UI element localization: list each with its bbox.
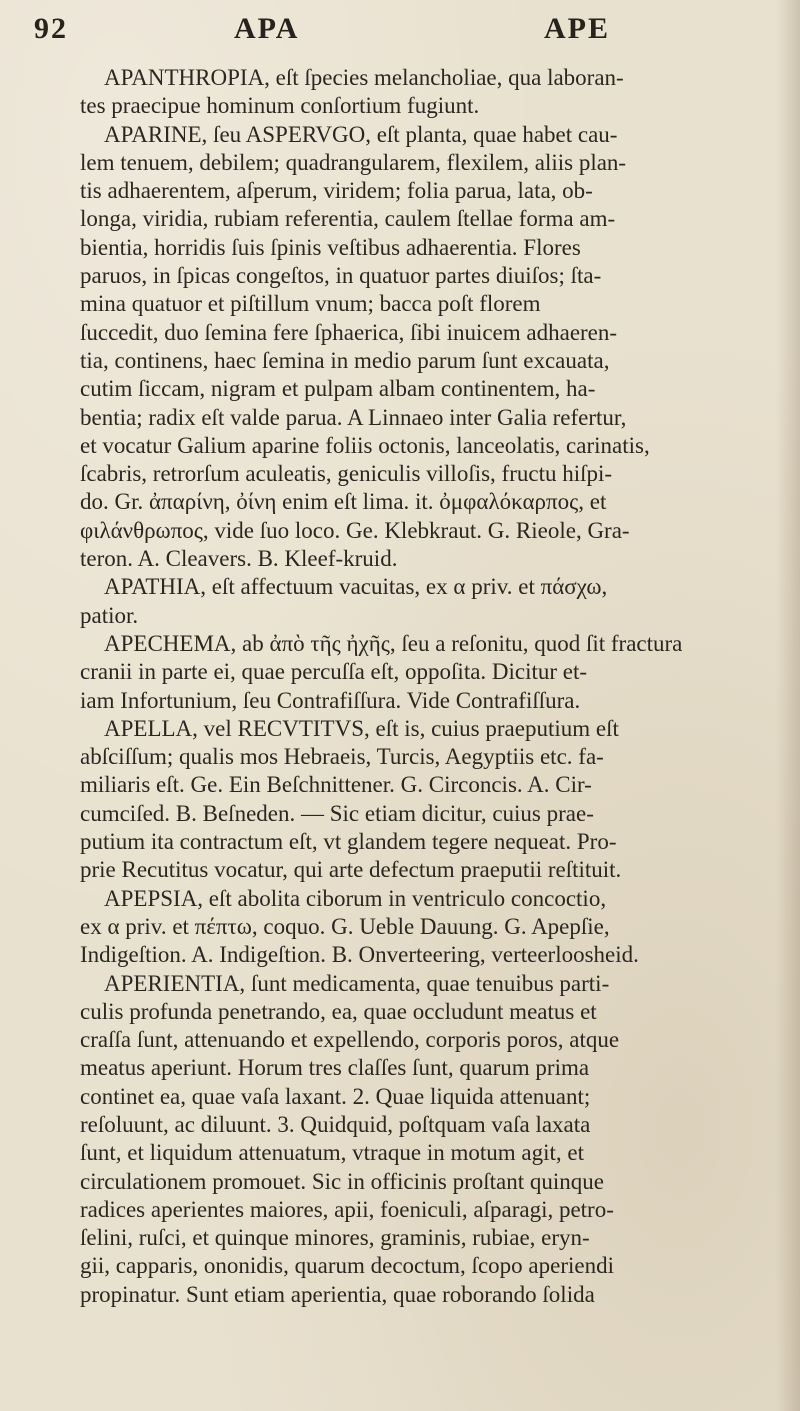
text-line: paruos, in ſpicas congeſtos, in quatuor partes diuiſos; ſta- xyxy=(80,263,602,289)
text-line: APANTHROPIA, eſt ſpecies melancholiae, qua laboran- xyxy=(104,65,624,90)
text-line: APARINE, ſeu ASPERVGO, eſt planta, quae habet cau- xyxy=(104,121,618,147)
text-line: APATHIA, eſt affectuum vacuitas, ex α priv. et πάσχω, xyxy=(104,574,608,600)
text-line: APECHEMA, ab ἀπὸ τῆς ἠχῆς, ſeu a reſonitu, quod ſit fractura xyxy=(104,630,683,656)
text-line: ſelini, ruſci, et quinque minores, graminis, rubiae, eryn- xyxy=(80,1225,590,1251)
text-line: craſſa ſunt, attenuando et expellendo, corporis poros, atque xyxy=(80,1027,620,1053)
text-line: mina quatuor et piſtillum vnum; bacca poſt florem xyxy=(80,291,541,317)
text-line: miliaris eſt. Ge. Ein Beſchnittener. G. Circoncis. A. Cir- xyxy=(80,772,592,798)
text-line: prie Recutitus vocatur, qui arte defectum praeputii reſtituit. xyxy=(80,857,622,883)
text-line: cranii in parte ei, quae percuſſa eſt, oppoſita. Dicitur et- xyxy=(80,659,588,685)
text-line: radices aperientes maiores, apii, foeniculi, aſparagi, petro- xyxy=(80,1196,614,1222)
text-line: ſcabris, retrorſum aculeatis, geniculis villoſis, fructu hiſpi- xyxy=(80,461,613,487)
text-line: patior. xyxy=(80,602,139,628)
page-number: 92 xyxy=(34,12,68,45)
text-line: meatus aperiunt. Horum tres claſſes ſunt, quarum prima xyxy=(80,1055,590,1081)
text-line: lem tenuem, debilem; quadrangularem, flexilem, aliis plan- xyxy=(80,149,627,175)
text-line: APELLA, vel RECVTITVS, eſt is, cuius praeputium eſt xyxy=(104,715,619,741)
text-line: ſuccedit, duo ſemina fere ſphaerica, ſibi inuicem adhaeren- xyxy=(80,319,618,345)
text-line: cutim ſiccam, nigram et pulpam albam continentem, ha- xyxy=(80,376,596,402)
text-line: φιλάνθρωπος, vide ſuo loco. Ge. Klebkraut. G. Rieole, Gra- xyxy=(80,517,630,543)
text-line: Indigeſtion. A. Indigeſtion. B. Onverteering, verteerloosheid. xyxy=(80,942,639,968)
text-line: ex α priv. et πέπτω, coquo. G. Ueble Dauung. G. Apepſie, xyxy=(80,913,610,939)
text-line: propinatur. Sunt etiam aperientia, quae roborando ſolida xyxy=(80,1281,595,1307)
text-line: bentia; radix eſt valde parua. A Linnaeo inter Galia refertur, xyxy=(80,404,627,430)
text-line: tia, continens, haec ſemina in medio parum ſunt excauata, xyxy=(80,347,610,373)
text-line: APEPSIA, eſt abolita ciborum in ventriculo concoctio, xyxy=(104,885,607,911)
text-line: bientia, horridis ſuis ſpinis veſtibus adhaerentia. Flores xyxy=(80,234,581,260)
text-line: longa, viridia, rubiam referentia, caulem ſtellae forma am- xyxy=(80,206,616,232)
text-line: tes praecipue hominum conſortium fugiunt. xyxy=(80,93,480,119)
text-line: gii, capparis, ononidis, quarum decoctum, ſcopo aperiendi xyxy=(80,1253,614,1279)
text-line: tis adhaerentem, aſperum, viridem; folia parua, lata, ob- xyxy=(80,178,593,204)
text-line: APERIENTIA, ſunt medicamenta, quae tenuibus parti- xyxy=(104,970,610,996)
page-edge-shadow xyxy=(776,0,800,1411)
left-heading: APA xyxy=(234,12,300,45)
right-heading: APE xyxy=(544,12,610,45)
text-line: et vocatur Galium aparine foliis octonis, lanceolatis, carinatis, xyxy=(80,432,650,458)
text-line: reſoluunt, ac diluunt. 3. Quidquid, poſtquam vaſa laxata xyxy=(80,1111,591,1137)
running-head xyxy=(34,12,760,52)
text-line: culis profunda penetrando, ea, quae occludunt meatus et xyxy=(80,998,597,1024)
text-line: putium ita contractum eſt, vt glandem tegere nequeat. Pro- xyxy=(80,829,617,855)
text-line: circulationem promouet. Sic in officinis proſtant quinque xyxy=(80,1168,604,1194)
text-line: abſciſſum; qualis mos Hebraeis, Turcis, Aegyptiis etc. fa- xyxy=(80,744,604,770)
text-line: iam Infortunium, ſeu Contrafiſſura. Vide Contrafiſſura. xyxy=(80,687,581,713)
text-line: cumciſed. B. Beſneden. — Sic etiam dicitur, cuius prae- xyxy=(80,800,594,826)
text-line: teron. A. Cleavers. B. Kleef-kruid. xyxy=(80,546,398,572)
text-line: do. Gr. ἀπαρίνη, ὀίνη enim eſt lima. it. ὀμφαλόκαρπος, et xyxy=(80,489,607,515)
text-line: continet ea, quae vaſa laxant. 2. Quae liquida attenuant; xyxy=(80,1083,591,1109)
text-line: ſunt, et liquidum attenuatum, vtraque in motum agit, et xyxy=(80,1140,584,1166)
dictionary-text xyxy=(80,64,780,1309)
